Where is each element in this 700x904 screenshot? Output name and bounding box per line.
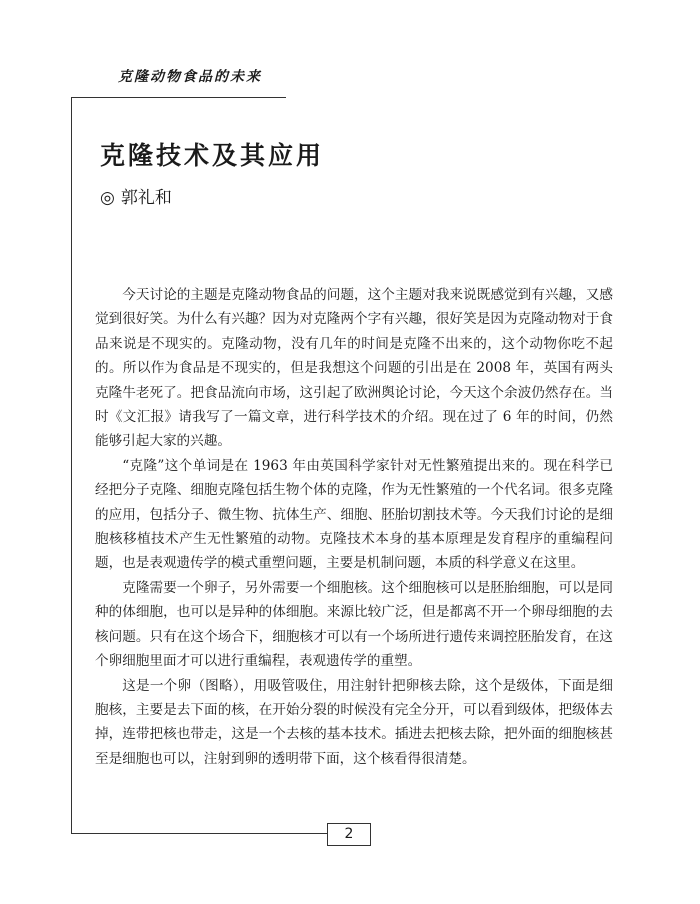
paragraph: 这是一个卵（图略），用吸管吸住，用注射针把卵核去除，这个是级体，下面是细胞核，主要是去下面的核，在开始分裂的时候没有完全分开，可以看到级体，把级体去掉，连带把核也带走，这是一个去核的基本技术。插进去把核去除，把外面的细胞核甚至是细胞也可以，注射到卵的透明带下面，这个核看得很清楚。 [95,677,613,767]
article-title: 克隆技术及其应用 [100,141,325,170]
paragraph: 克隆需要一个卵子，另外需要一个细胞核。这个细胞核可以是胚胎细胞，可以是同种的体细胞，也可以是异种的体细胞。来源比较广泛，但是都离不开一个卵母细胞的去核问题。只有在这个场合下，细胞核才可以有一个场所进行遗传来调控胚胎发育，在这个卵细胞里面才可以进行重编程，表观遗传学的重塑。 [95,579,613,670]
article-body [95,283,613,771]
author-line [100,183,172,208]
author-name: 郭礼和 [120,188,172,208]
running-header: 克隆动物食品的未来 [118,69,262,85]
frame-rule-left [71,97,72,833]
frame-rule-top [71,97,286,98]
author-bullet-icon: ◎ [100,188,115,208]
page-number: 2 [327,823,371,846]
paragraph: “克隆”这个单词是在 1963 年由英国科学家针对无性繁殖提出来的。现在科学已经把分子克隆、细胞克隆包括生物个体的克隆，作为无性繁殖的一个代名词。很多克隆的应用，包括分子、微生物、抗体生产、细胞、胚胎切割技术等。今天我们讨论的是细胞核移植技术产生无性繁殖的动物。克隆技术本身的基本原理是发育程序的重编程问题，也是表观遗传学的模式重塑问题，主要是机制问题，本质的科学意义在这里。 [95,457,613,572]
frame-rule-bottom [71,833,327,834]
paragraph: 今天讨论的主题是克隆动物食品的问题，这个主题对我来说既感觉到有兴趣，又感觉到很好笑。为什么有兴趣？因为对克隆两个字有兴趣，很好笑是因为克隆动物对于食品来说是不现实的。克隆动物，没有几年的时间是克隆不出来的，这个动物你吃不起的。所以作为食品是不现实的，但是我想这个问题的引出是在 2008 年，英国有两头克隆牛老死了。把食品流向市场，这引起了欧洲舆论讨论，今天这个余波仍然存在。当时《文汇报》请我写了一篇文章，进行科学技术的介绍。现在过了 6 年的时间，仍然能够引起大家的兴趣。 [95,287,613,450]
